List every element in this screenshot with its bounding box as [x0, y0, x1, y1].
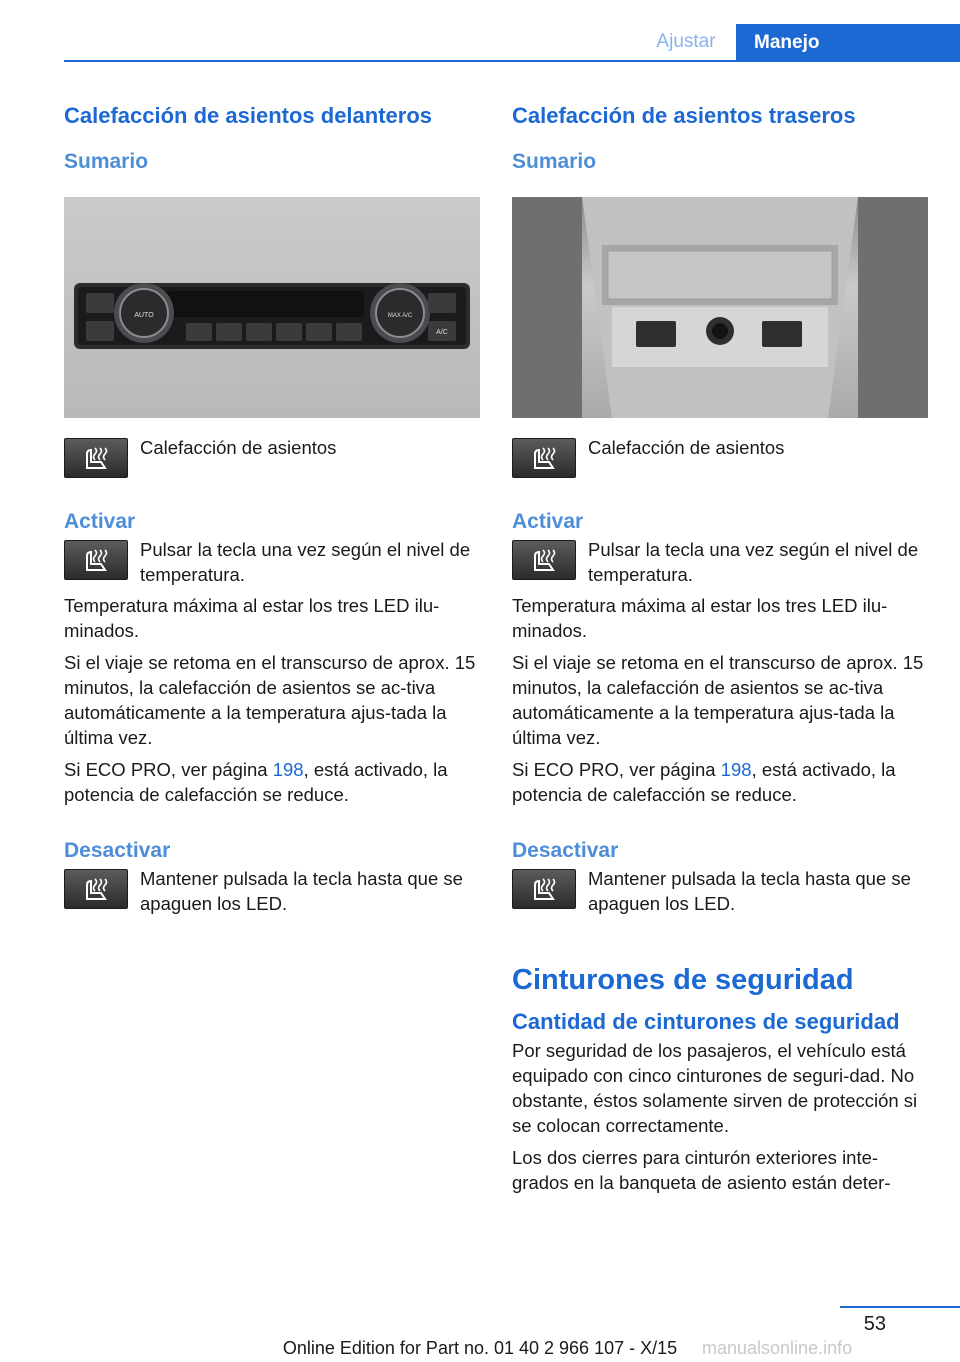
sumario-heading: Sumario	[64, 150, 149, 173]
ac-label: A/C	[436, 329, 448, 336]
watermark: manualsonline.info	[702, 1338, 853, 1358]
page-link[interactable]: 198	[272, 759, 304, 780]
activar-text: Pulsar la tecla una vez según el nivel de temperatura.	[140, 539, 471, 585]
seat-heating-button-icon	[64, 438, 128, 478]
header-rule	[64, 60, 960, 62]
activar-heading: Activar	[64, 510, 136, 533]
desactivar-text: Mantener pulsada la tecla hasta que se apaguen los LED.	[140, 868, 463, 914]
page-link[interactable]: 198	[720, 759, 752, 780]
auto-label: AUTO	[134, 312, 154, 319]
front-seat-heating-section	[64, 96, 482, 916]
tab-ajustar[interactable]: Ajustar	[636, 24, 736, 60]
rear-seat-heating-section	[512, 96, 930, 1195]
section-title: Calefacción de asientos delanteros	[64, 103, 433, 128]
paragraph-max-temp: Temperatura máxima al estar los tres LED ilu‐minados.	[512, 595, 888, 641]
edition-text: Online Edition for Part no. 01 40 2 966 107 - X/15	[282, 1338, 678, 1358]
front-climate-panel-photo	[64, 197, 480, 418]
page-number: 53	[863, 1313, 886, 1335]
desactivar-heading: Desactivar	[64, 839, 171, 862]
paragraph-eco-pro: Si ECO PRO, ver página 198, está activado, la potencia de calefacción se reduce.	[64, 759, 448, 805]
belts-subtitle: Cantidad de cinturones de seguridad	[512, 1009, 900, 1034]
activar-heading: Activar	[512, 510, 584, 533]
activar-row	[512, 540, 930, 587]
belts-paragraph-2: Los dos cierres para cinturón exteriores inte‐grados en la banqueta de asiento están deter‐	[512, 1147, 891, 1193]
belts-paragraph-1: Por seguridad de los pasajeros, el vehículo está equipado con cinco cinturones de seguri‐dad. No obstante, éstos solamente sirven de protección si se colocan correctamente.	[512, 1040, 918, 1136]
seat-heating-legend	[64, 438, 482, 478]
seat-heating-button-icon	[512, 438, 576, 478]
desactivar-row	[512, 869, 930, 916]
paragraph-resume: Si el viaje se retoma en el transcurso de aprox. 15 minutos, la calefacción de asientos se ac‐tiva automáticamente a la temperatura ajus‐tada la última vez.	[64, 652, 476, 748]
desactivar-row	[64, 869, 482, 916]
activar-row	[64, 540, 482, 587]
rear-console-photo	[512, 197, 928, 418]
paragraph-max-temp: Temperatura máxima al estar los tres LED ilu‐minados.	[64, 595, 440, 641]
desactivar-heading: Desactivar	[512, 839, 619, 862]
seat-heating-button-icon	[512, 869, 576, 909]
seat-heating-button-icon	[64, 869, 128, 909]
seat-heating-caption: Calefacción de asientos	[588, 437, 785, 458]
seat-heating-legend	[512, 438, 930, 478]
belts-title: Cinturones de seguridad	[512, 964, 854, 996]
seat-heating-button-icon	[64, 540, 128, 580]
paragraph-eco-pro: Si ECO PRO, ver página 198, está activado, la potencia de calefacción se reduce.	[512, 759, 896, 805]
activar-text: Pulsar la tecla una vez según el nivel de temperatura.	[588, 539, 919, 585]
seat-heating-button-icon	[512, 540, 576, 580]
section-title: Calefacción de asientos traseros	[512, 103, 856, 128]
footer-rule	[840, 1306, 960, 1308]
tab-manejo[interactable]: Manejo	[736, 24, 960, 62]
max-ac-label: MAX A/C	[387, 313, 413, 319]
paragraph-resume: Si el viaje se retoma en el transcurso de aprox. 15 minutos, la calefacción de asientos se ac‐tiva automáticamente a la temperatura ajus‐tada la última vez.	[512, 652, 924, 748]
seat-heating-caption: Calefacción de asientos	[140, 437, 337, 458]
sumario-heading: Sumario	[512, 150, 597, 173]
desactivar-text: Mantener pulsada la tecla hasta que se apaguen los LED.	[588, 868, 911, 914]
